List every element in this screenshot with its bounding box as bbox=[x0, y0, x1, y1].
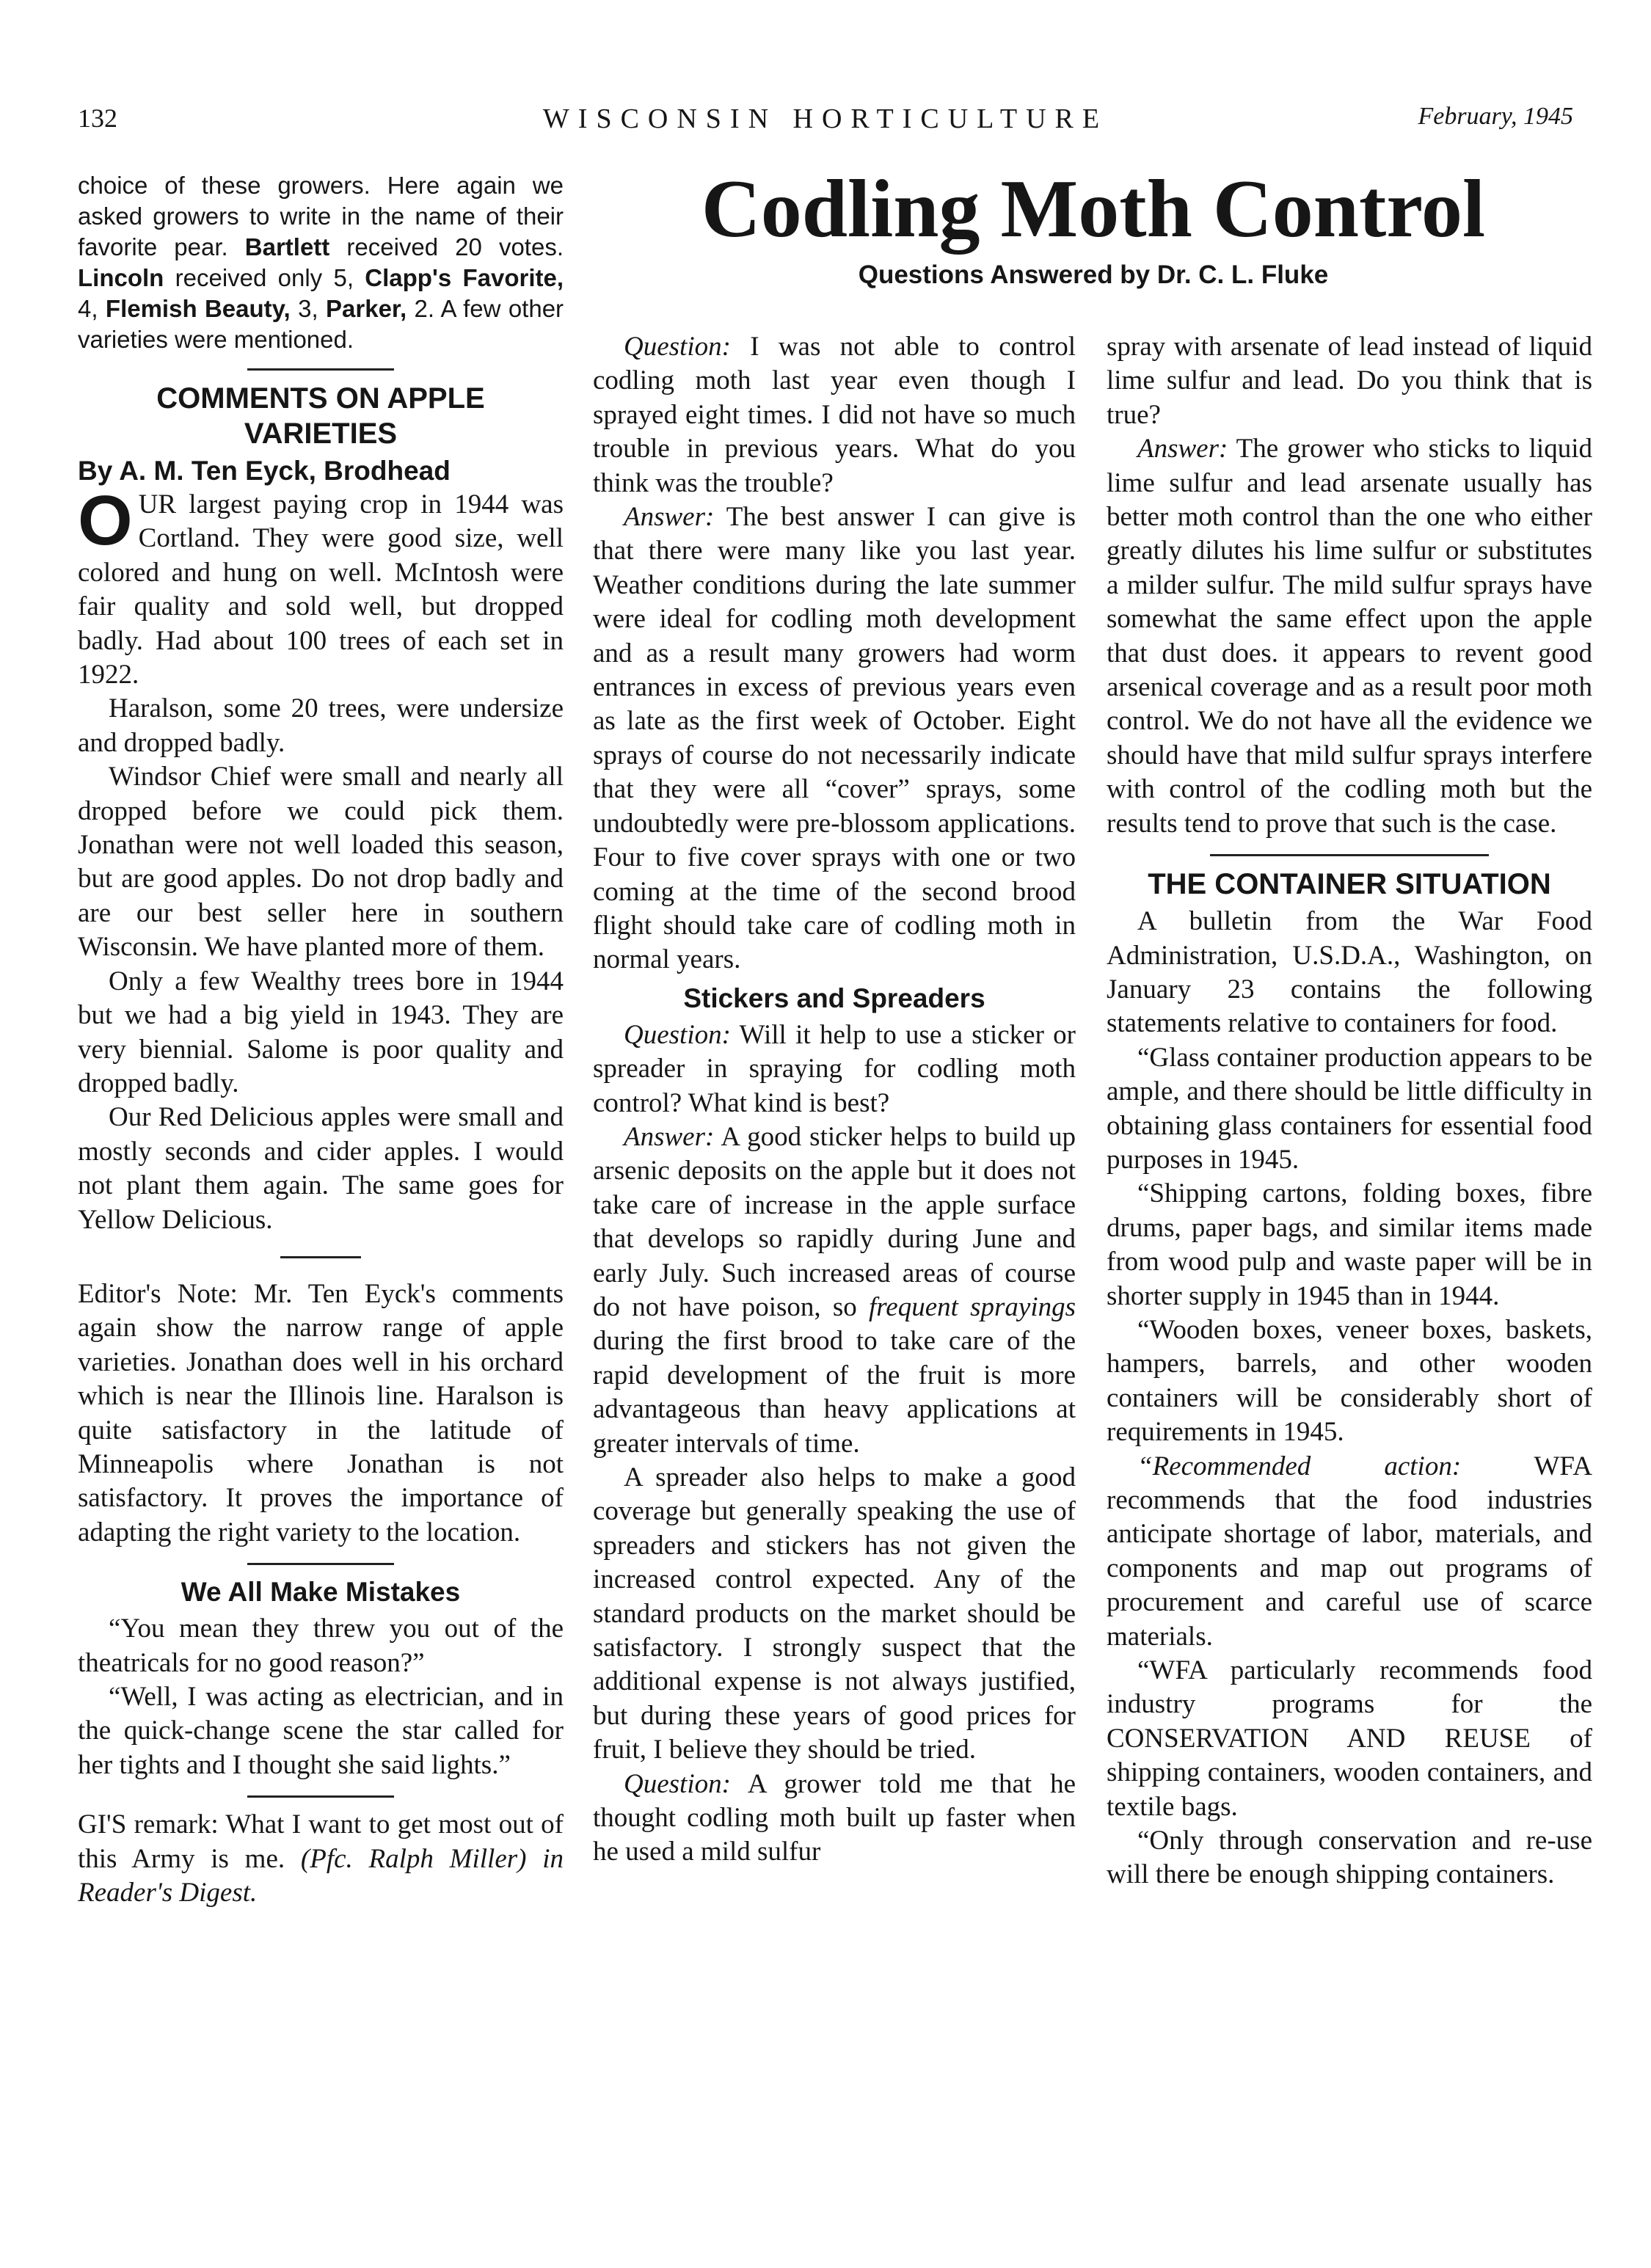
question-paragraph bbox=[593, 1768, 1076, 1870]
answer-text: during the first brood to take care of the rapid development of the fruit is more advantageous than heavy applications at greater intervals of time. bbox=[593, 1326, 1076, 1459]
question-paragraph bbox=[593, 1018, 1076, 1120]
question-paragraph bbox=[593, 330, 1076, 500]
editors-note: Editor's Note: Mr. Ten Eyck's comments again show the narrow range of apple varieties. Jonathan does well in his orchard which is near the Illinois line. Haralson is quite satisfactory in the latitude of Minneapolis where Jonathan is not satisfactory. It proves the importance of adapting the right variety to the location. bbox=[78, 1278, 564, 1547]
container-paragraph: “Glass container production appears to be ample, and there should be little difficulty in obtaining glass containers for essential food purposes in 1945. bbox=[1107, 1042, 1592, 1175]
intro-text: 2. A few other varieties were mentioned. bbox=[78, 295, 564, 353]
comments-paragraph bbox=[78, 481, 564, 692]
variety-name: Clapp's Favorite, bbox=[365, 264, 564, 291]
intro-text: choice of these growers. Here again we asked growers to write in the name of their favorite pear. bbox=[78, 172, 564, 260]
section-heading-mistakes: We All Make Mistakes bbox=[181, 1577, 461, 1608]
intro-text: received 20 votes. bbox=[346, 233, 564, 260]
section-heading-stickers: Stickers and Spreaders bbox=[683, 982, 985, 1013]
page-number: 132 bbox=[78, 103, 117, 133]
question-label: Question: bbox=[624, 332, 731, 362]
issue-date: February, 1945 bbox=[1418, 103, 1573, 130]
answer-label: Answer: bbox=[624, 502, 715, 533]
divider bbox=[247, 368, 394, 371]
column-middle bbox=[593, 330, 1076, 1870]
intro-text: 3, bbox=[298, 295, 318, 322]
container-paragraph: “Only through conservation and re-use will there be enough shipping containers. bbox=[1107, 1826, 1592, 1890]
container-paragraph: “Shipping cartons, folding boxes, fibre drums, paper bags, and similar items made from wood pulp and waste paper will be in shorter supply in 1945 than in 1944. bbox=[1107, 1178, 1592, 1311]
container-paragraph bbox=[1107, 1450, 1592, 1654]
answer-paragraph bbox=[593, 1120, 1076, 1461]
recommended-text: WFA recommends that the food industries anticipate shortage of labor, materials, and components and map out programs of procurement and careful use of scarce materials. bbox=[1107, 1451, 1592, 1652]
container-paragraph: “Wooden boxes, veneer boxes, baskets, hampers, barrels, and other wooden containers will be considerably short of requirements in 1945. bbox=[1107, 1314, 1592, 1448]
question-text: A grower told me that he thought codling moth built up faster when he used a mild sulfur bbox=[593, 1768, 1076, 1867]
section-author: By A. M. Ten Eyck, Brodhead bbox=[78, 456, 451, 486]
question-text: I was not able to control codling moth last year even though I sprayed eight times. I did not have so much trouble in previous years. What do you think was the trouble? bbox=[593, 332, 1076, 498]
gi-remark-text: GI'S remark: What I want to get most out of this Army is me. bbox=[78, 1809, 564, 1874]
question-label: Question: bbox=[624, 1768, 731, 1799]
comments-paragraph: Only a few Wealthy trees bore in 1944 but we had a big yield in 1943. They are very biennial. Salome is poor quality and dropped badly. bbox=[78, 966, 564, 1098]
intro-text: received only 5, bbox=[175, 264, 354, 291]
question-text: Will it help to use a sticker or spreader in spraying for codling moth control? What kind is best? bbox=[593, 1019, 1076, 1118]
variety-name: Parker, bbox=[326, 295, 407, 322]
comments-text: UR largest paying crop in 1944 was Cortland. They were good size, well colored and hung on well. McIntosh were fair quality and sold well, but dropped badly. Had about 100 trees of each set in 1922. bbox=[78, 489, 564, 690]
pear-votes-paragraph bbox=[78, 170, 564, 355]
answer-paragraph bbox=[1107, 432, 1592, 841]
divider bbox=[280, 1256, 361, 1258]
intro-text: 4, bbox=[78, 295, 98, 322]
answer-text: A good sticker helps to build up arsenic deposits on the apple but it does not take care of increase in the apple surface that develops so rapidly during June and early July. Such increased areas of course do not have poison, so bbox=[593, 1121, 1076, 1322]
comments-paragraph: Our Red Delicious apples were small and mostly seconds and cider apples. I would not plant them again. The same goes for Yellow Delicious. bbox=[78, 1102, 564, 1235]
answer-label: Answer: bbox=[624, 1121, 715, 1152]
running-header bbox=[78, 103, 1573, 147]
gi-remark bbox=[78, 1808, 564, 1910]
answer-text: The grower who sticks to liquid lime sulfur and lead arsenate usually has better moth control than the one who either greatly dilutes his lime sulfur or substitutes a milder sulfur. The mild sulfur sprays have somewhat the same effect upon the apple that dust does. it appears to revent good arsenical coverage and as a result poor moth control. We do not have all the evidence we should have that mild sulfur sprays interfere with control of the codling moth but the results tend to prove that such is the case. bbox=[1107, 434, 1592, 839]
divider bbox=[247, 1563, 394, 1565]
answer-paragraph bbox=[593, 500, 1076, 977]
question-label: Question: bbox=[624, 1019, 731, 1050]
gi-remark-source: (Pfc. Ralph Miller) in Reader's Digest. bbox=[78, 1843, 564, 1908]
variety-name: Flemish Beauty, bbox=[105, 295, 291, 322]
joke-paragraph: “You mean they threw you out of the theatricals for no good reason?” bbox=[78, 1614, 564, 1678]
divider bbox=[247, 1795, 394, 1798]
section-heading-container: THE CONTAINER SITUATION bbox=[1148, 868, 1551, 901]
answer-text: The best answer I can give is that there were many like you last year. Weather conditions during the late summer were ideal for codling moth development and as a result many growers had worm entrances in excess of previous years even as late as the first week of October. Eight sprays of course do not necessarily indicate that they were all “cover” sprays, some undoubtedly were pre-blossom applications. Four to five cover sprays with one or two coming at the time of the second brood flight should take care of codling moth in normal years. bbox=[593, 502, 1076, 975]
answer-label: Answer: bbox=[1137, 434, 1228, 464]
joke-paragraph: “Well, I was acting as electrician, and in the quick-change scene the star called for her tights and I thought she said lights.” bbox=[78, 1682, 564, 1780]
question-continued: spray with arsenate of lead instead of liquid lime sulfur and lead. Do you think that is true? bbox=[1107, 332, 1592, 430]
article-title: Codling Moth Control bbox=[701, 164, 1486, 255]
comments-paragraph: Haralson, some 20 trees, were undersize and dropped badly. bbox=[78, 693, 564, 758]
journal-title: WISCONSIN HORTICULTURE bbox=[542, 103, 1109, 134]
drop-cap: O bbox=[78, 481, 133, 560]
divider bbox=[1210, 854, 1489, 856]
spreader-paragraph: A spreader also helps to make a good coverage but generally speaking the use of spreaders and stickers has not given the increased control expected. Any of the standard products on the market should be satisfactory. I strongly suspect that the additional expense is not always justified, but during these years of good prices for fruit, I believe they should be tried. bbox=[593, 1462, 1076, 1765]
recommended-label: “Recommended action: bbox=[1137, 1451, 1462, 1481]
section-heading-apple-varieties: COMMENTS ON APPLE VARIETIES bbox=[156, 382, 485, 450]
answer-emphasis: frequent sprayings bbox=[868, 1291, 1076, 1322]
container-paragraph: A bulletin from the War Food Administration, U.S.D.A., Washington, on January 23 contains the following statements relative to containers for food. bbox=[1107, 906, 1592, 1039]
column-left bbox=[78, 170, 564, 1910]
column-right bbox=[1107, 330, 1592, 1892]
variety-name: Lincoln bbox=[78, 264, 164, 291]
variety-name: Bartlett bbox=[244, 233, 330, 260]
comments-paragraph: Windsor Chief were small and nearly all dropped before we could pick them. Jonathan were not well loaded this season, but are good apples. Do not drop badly and are our best seller here in southern Wisconsin. We have planted more of them. bbox=[78, 762, 564, 963]
container-paragraph: “WFA particularly recommends food industry programs for the CONSERVATION AND REUSE of shipping containers, wooden containers, and textile bags. bbox=[1107, 1655, 1592, 1822]
article-byline: Questions Answered by Dr. C. L. Fluke bbox=[858, 260, 1329, 289]
